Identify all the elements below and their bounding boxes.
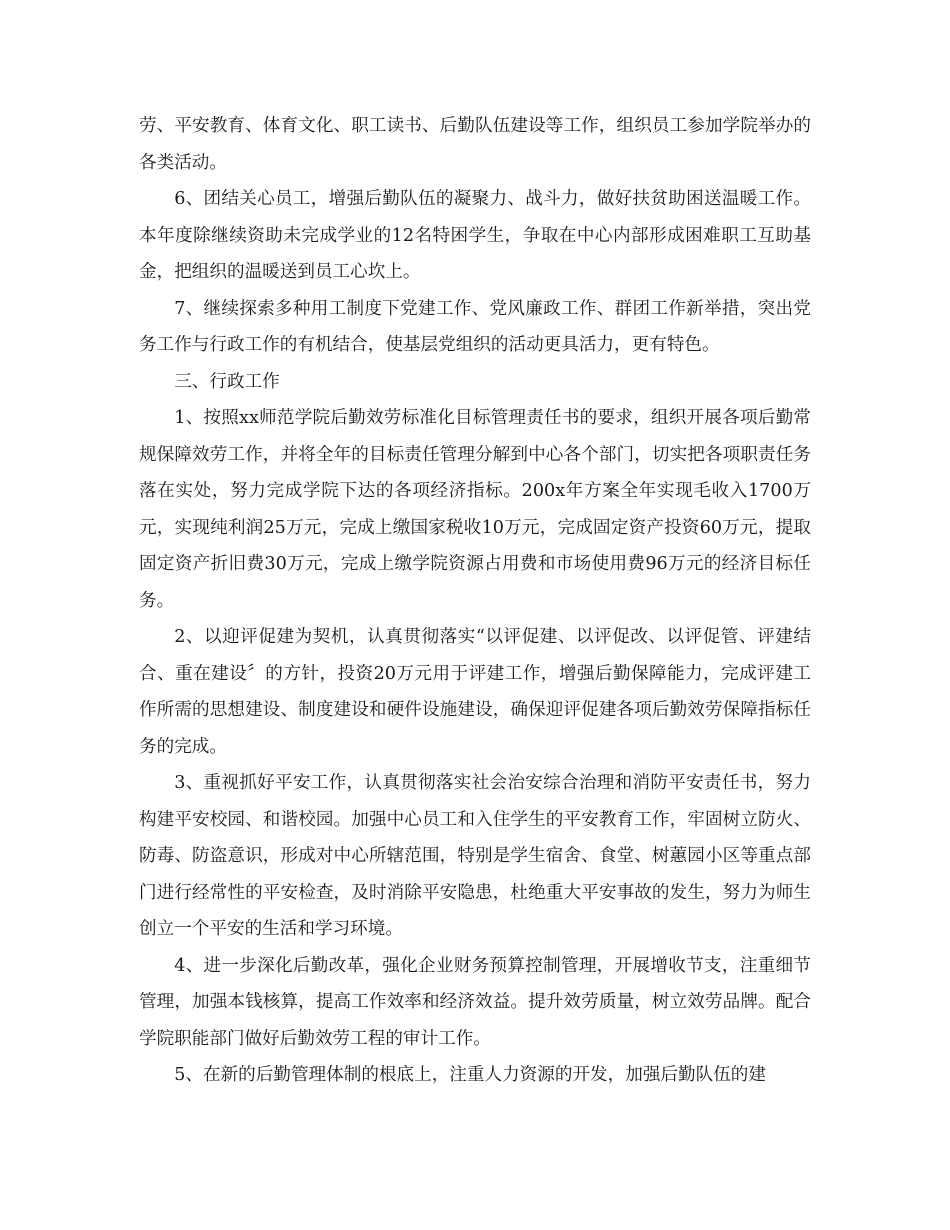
paragraph-admin-item-1: 1、按照xx师范学院后勤效劳标准化目标管理责任书的要求，组织开展各项后勤常规保障效劳工作，并将全年的目标责任管理分解到中心各个部门，切实把各项职责任务落在实处，努力完成学院下达的各项经济指标。200x年方案全年实现毛收入1700万元，实现纯利润25万元，完成上缴国家税收10万元，完成固定资产投资60万元，提取固定资产折旧费30万元，完成上缴学院资源占用费和市场使用费96万元的经济目标任务。	[139, 408, 811, 611]
paragraph-admin-item-3: 3、重视抓好平安工作，认真贯彻落实社会治安综合治理和消防平安责任书，努力构建平安校园、和谐校园。加强中心员工和入住学生的平安教育工作，牢固树立防火、防毒、防盗意识，形成对中心所辖范围，特别是学生宿舍、食堂、树蕙园小区等重点部门进行经常性的平安检查，及时消除平安隐患，杜绝重大平安事故的发生，努力为师生创立一个平安的生活和学习环境。	[139, 773, 811, 939]
paragraph-continued-activities: 劳、平安教育、体育文化、职工读书、后勤队伍建设等工作，组织员工参加学院举办的各类活动。	[139, 116, 811, 173]
document-page	[139, 108, 811, 1094]
section-heading-administration: 三、行政工作	[174, 371, 280, 392]
paragraph-item-7: 7、继续探索多种用工制度下党建工作、党风廉政工作、群团工作新举措，突出党务工作与行政工作的有机结合，使基层党组织的活动更具活力，更有特色。	[139, 298, 811, 355]
paragraph-admin-item-5: 5、在新的后勤管理体制的根底上，注重人力资源的开发，加强后勤队伍的建	[174, 1065, 766, 1085]
paragraph-admin-item-2: 2、以迎评促建为契机，认真贯彻落实“以评促建、以评促改、以评促管、评建结合、重在建设〞的方针，投资20万元用于评建工作，增强后勤保障能力，完成评建工作所需的思想建设、制度建设和硬件设施建设，确保迎评促建各项后勤效劳保障指标任务的完成。	[139, 627, 811, 757]
paragraph-admin-item-4: 4、进一步深化后勤改革，强化企业财务预算控制管理，开展增收节支，注重细节管理，加强本钱核算，提高工作效率和经济效益。提升效劳质量，树立效劳品牌。配合学院职能部门做好后勤效劳工程的审计工作。	[139, 955, 811, 1049]
paragraph-item-6: 6、团结关心员工，增强后勤队伍的凝聚力、战斗力，做好扶贫助困送温暖工作。本年度除继续资助未完成学业的12名特困学生，争取在中心内部形成困难职工互助基金，把组织的温暖送到员工心坎上。	[139, 189, 811, 282]
